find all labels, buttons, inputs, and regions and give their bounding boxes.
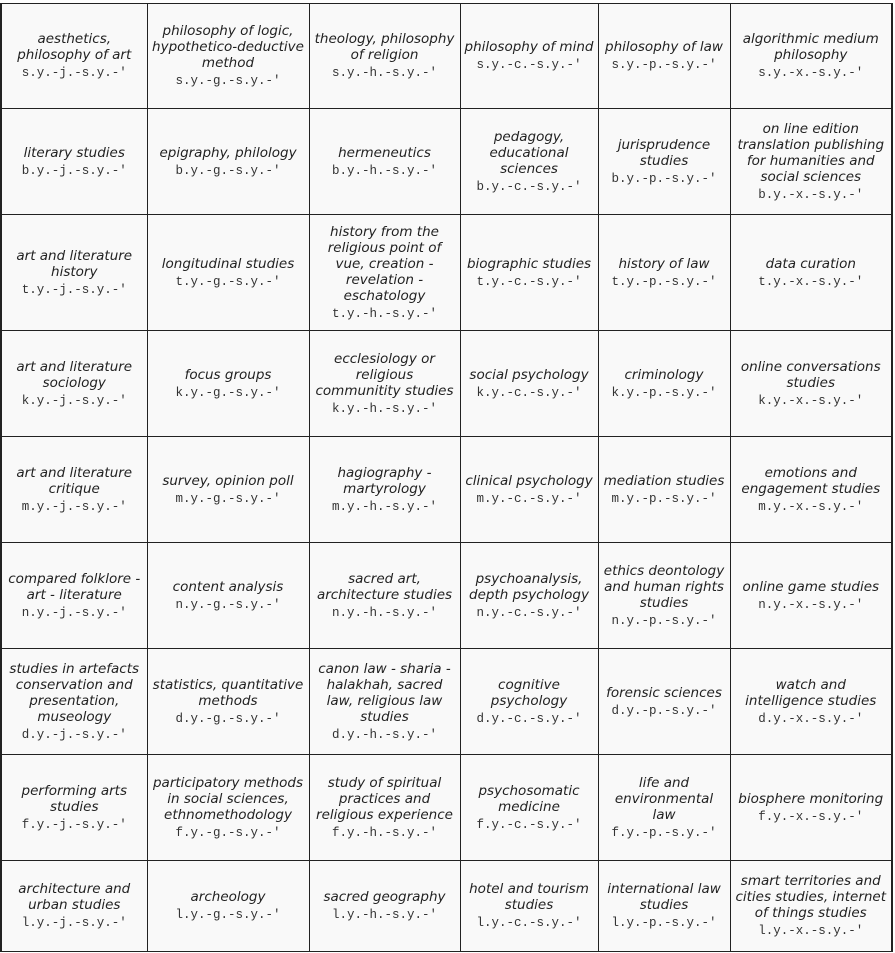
cell-label: art and literature history <box>16 247 133 280</box>
cell-code: d.y.-g.-s.y.-' <box>175 711 281 726</box>
cell-label: psychosomatic medicine <box>478 782 580 815</box>
grid-cell <box>460 4 598 109</box>
cell-label: online game studies <box>742 578 880 595</box>
cell-code: m.y.-p.-s.y.-' <box>611 491 717 506</box>
cell-code: t.y.-g.-s.y.-' <box>175 274 281 289</box>
cell-label: criminology <box>624 366 704 383</box>
cell-code: m.y.-h.-s.y.-' <box>331 499 438 514</box>
cell-label: cognitive psychology <box>490 676 568 709</box>
cell-label: psychoanalysis, depth psychology <box>469 570 589 603</box>
grid-cell <box>1 861 147 952</box>
cell-label: focus groups <box>184 366 272 383</box>
grid-cell <box>730 543 892 649</box>
cell-code: d.y.-h.-s.y.-' <box>331 727 438 742</box>
grid-cell <box>147 4 309 109</box>
grid-body <box>1 4 892 952</box>
cell-label: data curation <box>765 255 856 272</box>
grid-row <box>1 649 892 755</box>
cell-code: n.y.-p.-s.y.-' <box>611 613 717 628</box>
grid-row <box>1 755 892 861</box>
cell-label: biosphere monitoring <box>738 790 884 807</box>
cell-code: m.y.-c.-s.y.-' <box>476 491 582 506</box>
cell-code: d.y.-x.-s.y.-' <box>758 711 864 726</box>
grid-cell <box>460 755 598 861</box>
cell-code: s.y.-p.-s.y.-' <box>611 58 717 72</box>
cell-code: k.y.-h.-s.y.-' <box>331 401 438 416</box>
cell-label: ecclesiology or religious communitity studies <box>315 350 454 399</box>
cell-code: n.y.-x.-s.y.-' <box>758 597 864 612</box>
grid-cell <box>1 331 147 437</box>
grid-cell <box>460 437 598 543</box>
cell-label: participatory methods in social sciences, ethnomethodology <box>152 774 303 823</box>
cell-code: d.y.-j.-s.y.-' <box>21 727 127 742</box>
grid-cell <box>460 109 598 215</box>
cell-code: k.y.-c.-s.y.-' <box>476 385 582 400</box>
cell-label: jurisprudence studies <box>617 136 711 169</box>
cell-code: s.y.-h.-s.y.-' <box>331 66 438 80</box>
grid-cell <box>598 755 730 861</box>
grid-cell <box>147 861 309 952</box>
cell-code: m.y.-x.-s.y.-' <box>758 499 864 514</box>
grid-cell <box>598 861 730 952</box>
grid-row <box>1 109 892 215</box>
cell-label: statistics, quantitative methods <box>152 676 304 709</box>
grid-cell <box>730 437 892 543</box>
cell-code: t.y.-c.-s.y.-' <box>476 274 582 289</box>
cell-code: l.y.-h.-s.y.-' <box>331 908 438 922</box>
grid-cell <box>309 4 460 109</box>
cell-code: d.y.-p.-s.y.-' <box>611 703 717 718</box>
grid-row <box>1 543 892 649</box>
grid-row <box>1 861 892 952</box>
cell-label: studies in artefacts conservation and presentation, museology <box>9 660 140 725</box>
cell-code: k.y.-p.-s.y.-' <box>611 385 717 400</box>
classification-grid <box>0 3 893 952</box>
cell-code: f.y.-h.-s.y.-' <box>331 825 438 840</box>
cell-label: sacred art, architecture studies <box>316 570 453 603</box>
cell-code: b.y.-g.-s.y.-' <box>175 163 281 178</box>
grid-cell <box>598 437 730 543</box>
cell-code: t.y.-j.-s.y.-' <box>21 282 127 297</box>
cell-label: social psychology <box>469 366 589 383</box>
cell-label: clinical psychology <box>465 472 593 489</box>
grid-cell <box>309 437 460 543</box>
cell-label: ethics deontology and human rights studies <box>603 562 725 611</box>
cell-label: algorithmic medium philosophy <box>742 31 879 63</box>
grid-cell <box>598 4 730 109</box>
cell-code: n.y.-g.-s.y.-' <box>175 597 281 612</box>
grid-cell <box>309 331 460 437</box>
grid-cell <box>460 861 598 952</box>
grid-cell <box>460 215 598 331</box>
cell-code: t.y.-h.-s.y.-' <box>331 306 438 321</box>
cell-code: n.y.-c.-s.y.-' <box>476 605 582 620</box>
cell-label: study of spiritual practices and religious experience <box>316 774 453 823</box>
grid-cell <box>147 331 309 437</box>
cell-code: b.y.-c.-s.y.-' <box>476 179 582 194</box>
cell-label: art and literature sociology <box>16 358 133 391</box>
grid-cell <box>1 649 147 755</box>
grid-cell <box>598 215 730 331</box>
cell-label: emotions and engagement studies <box>741 464 881 497</box>
grid-cell <box>309 543 460 649</box>
cell-label: hermeneutics <box>338 144 431 161</box>
cell-code: m.y.-j.-s.y.-' <box>21 499 127 514</box>
grid-cell <box>1 437 147 543</box>
cell-label: survey, opinion poll <box>162 472 294 489</box>
grid-cell <box>1 109 147 215</box>
cell-label: archeology <box>190 889 266 905</box>
cell-code: l.y.-x.-s.y.-' <box>758 924 864 938</box>
cell-code: t.y.-p.-s.y.-' <box>611 274 717 289</box>
grid-cell <box>730 861 892 952</box>
cell-label: hagiography - martyrology <box>337 464 432 497</box>
grid-cell <box>1 215 147 331</box>
cell-label: literary studies <box>23 144 125 161</box>
cell-label: online conversations studies <box>740 358 881 391</box>
grid-cell <box>598 109 730 215</box>
cell-code: b.y.-p.-s.y.-' <box>611 171 717 186</box>
grid-cell <box>147 215 309 331</box>
grid-cell <box>730 649 892 755</box>
cell-code: l.y.-g.-s.y.-' <box>175 908 281 922</box>
cell-code: s.y.-g.-s.y.-' <box>175 74 281 88</box>
cell-label: hotel and tourism studies <box>469 881 589 913</box>
grid-cell <box>309 109 460 215</box>
cell-label: philosophy of law <box>605 39 723 55</box>
cell-code: f.y.-g.-s.y.-' <box>175 825 281 840</box>
grid-cell <box>1 4 147 109</box>
cell-label: history from the religious point of vue, creation - revelation - eschatology <box>327 223 442 304</box>
cell-label: smart territories and cities studies, internet of things studies <box>735 873 887 921</box>
cell-label: history of law <box>618 255 710 272</box>
cell-code: f.y.-p.-s.y.-' <box>611 825 717 840</box>
cell-code: k.y.-x.-s.y.-' <box>758 393 864 408</box>
cell-label: philosophy of logic, hypothetico-deductive method <box>152 23 304 71</box>
grid-cell <box>598 649 730 755</box>
grid-cell <box>147 649 309 755</box>
grid-cell <box>598 543 730 649</box>
grid-cell <box>460 331 598 437</box>
cell-label: sacred geography <box>323 889 446 905</box>
cell-code: k.y.-g.-s.y.-' <box>175 385 281 400</box>
cell-code: s.y.-j.-s.y.-' <box>21 66 127 80</box>
grid-row <box>1 437 892 543</box>
cell-label: compared folklore - art - literature <box>8 570 141 603</box>
cell-code: f.y.-x.-s.y.-' <box>758 809 864 824</box>
cell-label: performing arts studies <box>21 782 127 815</box>
grid-cell <box>147 755 309 861</box>
cell-label: longitudinal studies <box>161 255 295 272</box>
grid-cell <box>730 109 892 215</box>
cell-label: architecture and urban studies <box>18 881 131 913</box>
cell-label: epigraphy, philology <box>159 144 297 161</box>
cell-code: b.y.-x.-s.y.-' <box>758 187 864 202</box>
cell-code: b.y.-j.-s.y.-' <box>21 163 127 178</box>
cell-code: m.y.-g.-s.y.-' <box>175 491 281 506</box>
cell-label: life and environmental law <box>614 774 714 823</box>
grid-cell <box>309 649 460 755</box>
grid-cell <box>730 215 892 331</box>
grid-cell <box>598 331 730 437</box>
cell-code: n.y.-j.-s.y.-' <box>21 605 127 620</box>
grid-cell <box>309 861 460 952</box>
grid-cell <box>730 331 892 437</box>
cell-label: content analysis <box>172 578 284 595</box>
grid-cell <box>147 437 309 543</box>
cell-code: l.y.-c.-s.y.-' <box>476 916 582 930</box>
cell-code: l.y.-j.-s.y.-' <box>21 916 127 930</box>
cell-label: mediation studies <box>603 472 725 489</box>
cell-label: forensic sciences <box>606 684 722 701</box>
cell-label: international law studies <box>607 881 721 913</box>
grid-cell <box>1 543 147 649</box>
grid-cell <box>730 755 892 861</box>
cell-code: s.y.-x.-s.y.-' <box>758 66 864 80</box>
grid-row <box>1 331 892 437</box>
grid-cell <box>147 543 309 649</box>
cell-label: watch and intelligence studies <box>745 676 877 709</box>
cell-code: f.y.-c.-s.y.-' <box>476 817 582 832</box>
grid-cell <box>460 543 598 649</box>
cell-label: theology, philosophy of religion <box>314 31 455 63</box>
cell-label: aesthetics, philosophy of art <box>17 31 132 63</box>
grid-cell <box>460 649 598 755</box>
cell-code: t.y.-x.-s.y.-' <box>758 274 864 289</box>
cell-label: biographic studies <box>466 255 592 272</box>
cell-code: k.y.-j.-s.y.-' <box>21 393 127 408</box>
cell-code: l.y.-p.-s.y.-' <box>611 916 717 930</box>
grid-row <box>1 215 892 331</box>
grid-cell <box>1 755 147 861</box>
grid-cell <box>147 109 309 215</box>
cell-code: b.y.-h.-s.y.-' <box>331 163 438 178</box>
grid-cell <box>309 215 460 331</box>
grid-cell <box>309 755 460 861</box>
grid-cell <box>730 4 892 109</box>
cell-code: s.y.-c.-s.y.-' <box>476 58 582 72</box>
cell-label: canon law - sharia - halakhah, sacred law, religious law studies <box>318 660 451 725</box>
cell-label: philosophy of mind <box>464 39 594 55</box>
cell-label: on line edition translation publishing for humanities and social sciences <box>737 120 885 185</box>
grid-row <box>1 4 892 109</box>
cell-code: d.y.-c.-s.y.-' <box>476 711 582 726</box>
cell-label: pedagogy, educational sciences <box>489 128 569 177</box>
cell-label: art and literature critique <box>16 464 133 497</box>
cell-code: n.y.-h.-s.y.-' <box>331 605 438 620</box>
cell-code: f.y.-j.-s.y.-' <box>21 817 127 832</box>
